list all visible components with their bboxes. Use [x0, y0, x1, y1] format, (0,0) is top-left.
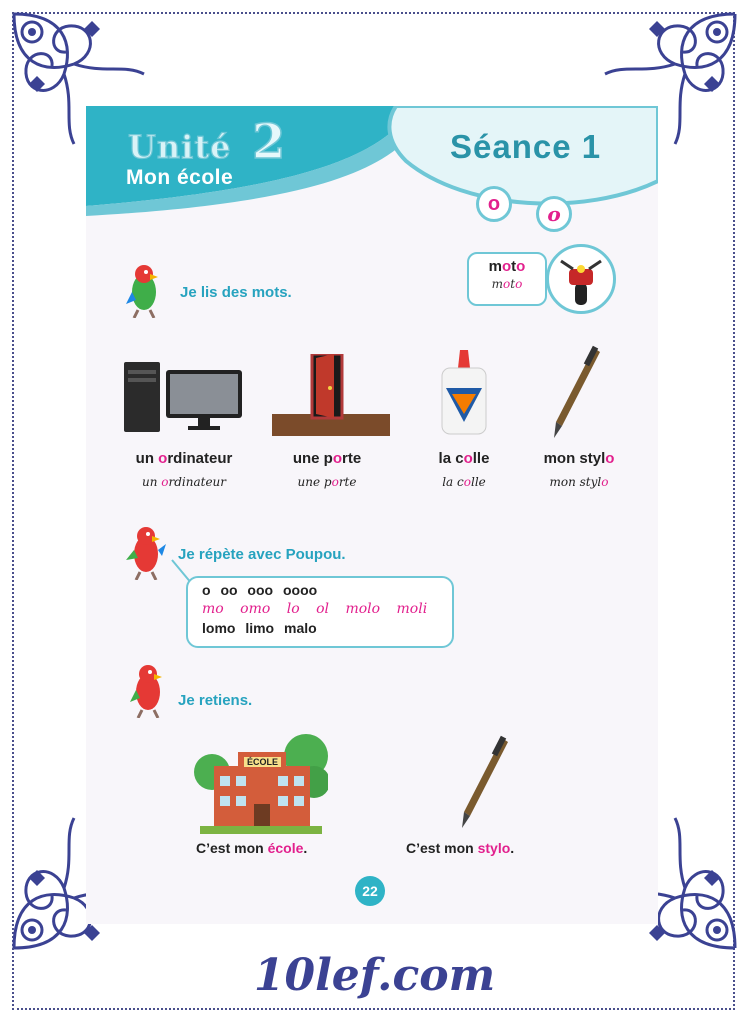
workbook-page: [86, 106, 658, 924]
repeat-speech-bubble: [186, 576, 454, 648]
motorcycle-illustration: [546, 244, 616, 314]
moto-script-word: moto: [491, 277, 523, 291]
unite-number: 2: [252, 114, 286, 170]
computer-icon: [122, 360, 244, 436]
section-title-remember: Je retiens.: [178, 692, 253, 709]
seance-title: Séance 1: [450, 128, 602, 165]
glue-icon: [436, 350, 492, 436]
moto-word-box: [467, 252, 547, 306]
pen-icon: [548, 344, 604, 440]
caption-stylo: C’est mon stylo.: [406, 840, 515, 856]
word-porte: une porte une porte: [292, 450, 362, 489]
moto-print-word: moto: [488, 258, 526, 275]
word-ordinateur: un ordinateur un ordinateur: [135, 450, 233, 489]
parrot-icon: [126, 662, 170, 718]
parrot-icon: [124, 524, 168, 580]
door-icon: [272, 354, 390, 436]
page-number: 22: [355, 876, 385, 906]
school-sign: ÉCOLE: [244, 757, 281, 767]
section-title-repeat: Je répète avec Poupou.: [178, 546, 346, 563]
syllables-line-1: o oo ooo oooo: [202, 582, 318, 598]
section-title-read: Je lis des mots.: [180, 284, 292, 301]
syllables-line-2: mo omo lo ol molo moli: [202, 601, 428, 617]
watermark-logo: 10lef.com: [253, 950, 496, 1001]
word-stylo: mon stylo mon stylo: [543, 450, 615, 489]
pen-icon: [456, 734, 512, 830]
word-colle: la colle la colle: [438, 450, 490, 489]
unite-word: Unité: [128, 128, 232, 166]
syllables-line-3: lomo limo malo: [202, 620, 317, 636]
school-icon: [194, 726, 328, 836]
caption-ecole: C’est mon école.: [196, 840, 308, 856]
unit-title: Mon école: [126, 166, 234, 189]
letter-print-badge: o: [476, 186, 512, 222]
letter-script-badge: o: [536, 196, 572, 232]
parrot-icon: [122, 262, 166, 318]
motorcycle-icon: [549, 247, 613, 311]
